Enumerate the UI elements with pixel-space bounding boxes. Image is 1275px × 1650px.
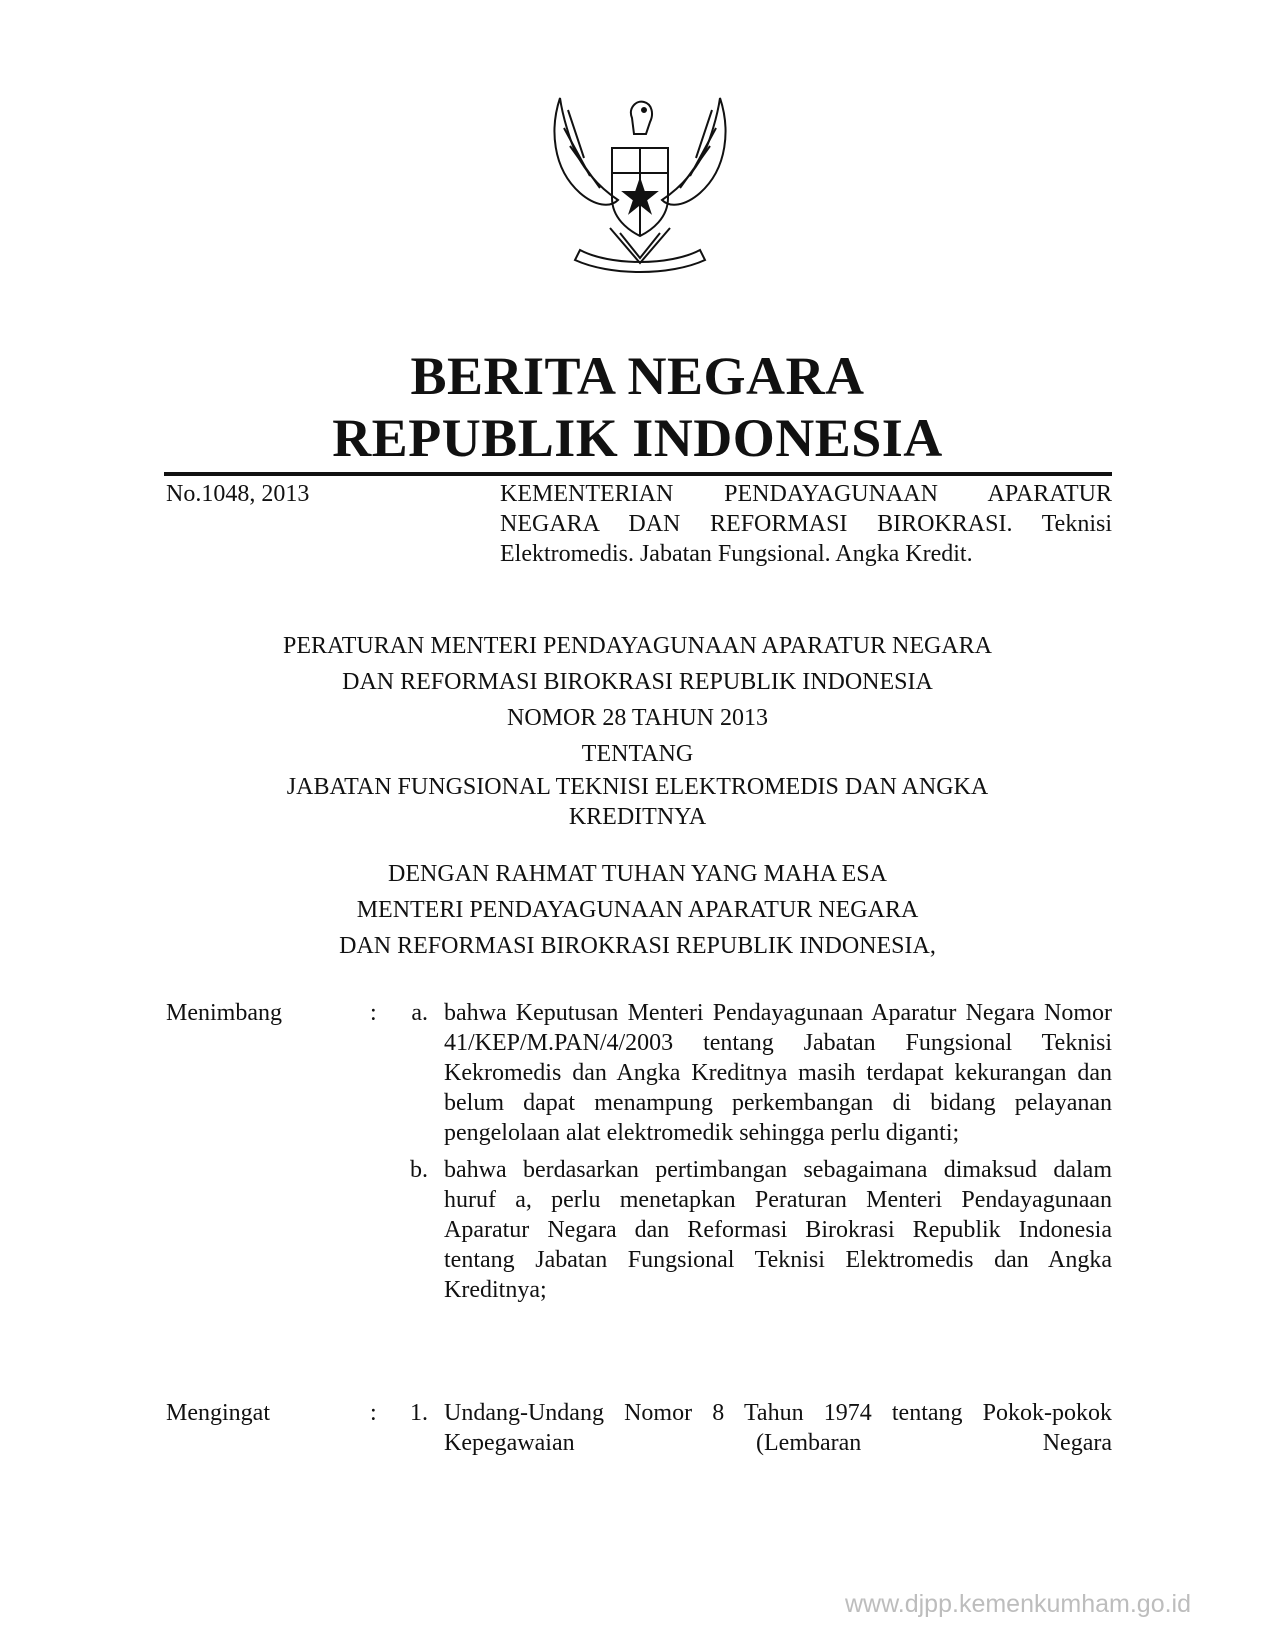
mengingat-section: [166, 1398, 1112, 1458]
section-colon: :: [370, 1000, 377, 1026]
regulation-line-1: PERATURAN MENTERI PENDAYAGUNAAN APARATUR NEGARA: [283, 633, 992, 659]
regulation-line-3: NOMOR 28 TAHUN 2013: [507, 705, 768, 731]
section-label: Mengingat: [166, 1400, 270, 1426]
item-text: bahwa Keputusan Menteri Pendayagunaan Aparatur Negara Nomor 41/KEP/M.PAN/4/2003 tentang Jabatan Fungsional Teknisi Kekromedis dan Angka Kreditnya masih terdapat kekurangan dan belum dapat menampung perkembangan di bidang pelayanan pengelolaan alat elektromedik sehingga perlu diganti;: [444, 1000, 1112, 1146]
opening-line-3: DAN REFORMASI BIROKRASI REPUBLIK INDONESIA,: [339, 933, 936, 959]
gazette-description: KEMENTERIAN PENDAYAGUNAAN APARATUR NEGARA DAN REFORMASI BIROKRASI. Teknisi Elektromedis. Jabatan Fungsional. Angka Kredit.: [500, 481, 1112, 567]
section-label: Menimbang: [166, 1000, 282, 1026]
gazette-number: No.1048, 2013: [166, 481, 310, 507]
garuda-emblem-icon: [540, 88, 740, 278]
opening-line-2: MENTERI PENDAYAGUNAAN APARATUR NEGARA: [356, 897, 919, 923]
item-text: Undang-Undang Nomor 8 Tahun 1974 tentang Pokok-pokok Kepegawaian (Lembaran Negara: [444, 1400, 1112, 1456]
masthead-line-2: REPUBLIK INDONESIA: [332, 408, 943, 468]
list-item: [166, 998, 1112, 1148]
list-item: [166, 1155, 1112, 1305]
opening-clause: [0, 856, 1275, 964]
regulation-title: [0, 628, 1275, 832]
list-item: [166, 1398, 1112, 1458]
regulation-line-5: JABATAN FUNGSIONAL TEKNISI ELEKTROMEDIS DAN ANGKA KREDITNYA: [286, 774, 989, 830]
item-mark: 1.: [410, 1400, 428, 1426]
section-colon: :: [370, 1400, 377, 1426]
opening-line-1: DENGAN RAHMAT TUHAN YANG MAHA ESA: [388, 861, 887, 887]
masthead-line-1: BERITA NEGARA: [410, 346, 865, 406]
header-divider: [164, 472, 1112, 476]
regulation-line-2: DAN REFORMASI BIROKRASI REPUBLIK INDONESIA: [342, 669, 933, 695]
item-mark: b.: [410, 1157, 428, 1183]
regulation-line-4: TENTANG: [581, 741, 694, 767]
menimbang-section: [166, 998, 1112, 1305]
source-url: www.djpp.kemenkumham.go.id: [845, 1590, 1191, 1618]
item-mark: a.: [411, 1000, 428, 1026]
item-text: bahwa berdasarkan pertimbangan sebagaimana dimaksud dalam huruf a, perlu menetapkan Peraturan Menteri Pendayagunaan Aparatur Negara dan Reformasi Birokrasi Republik Indonesia tentang Jabatan Fungsional Teknisi Elektromedis dan Angka Kreditnya;: [444, 1157, 1112, 1303]
